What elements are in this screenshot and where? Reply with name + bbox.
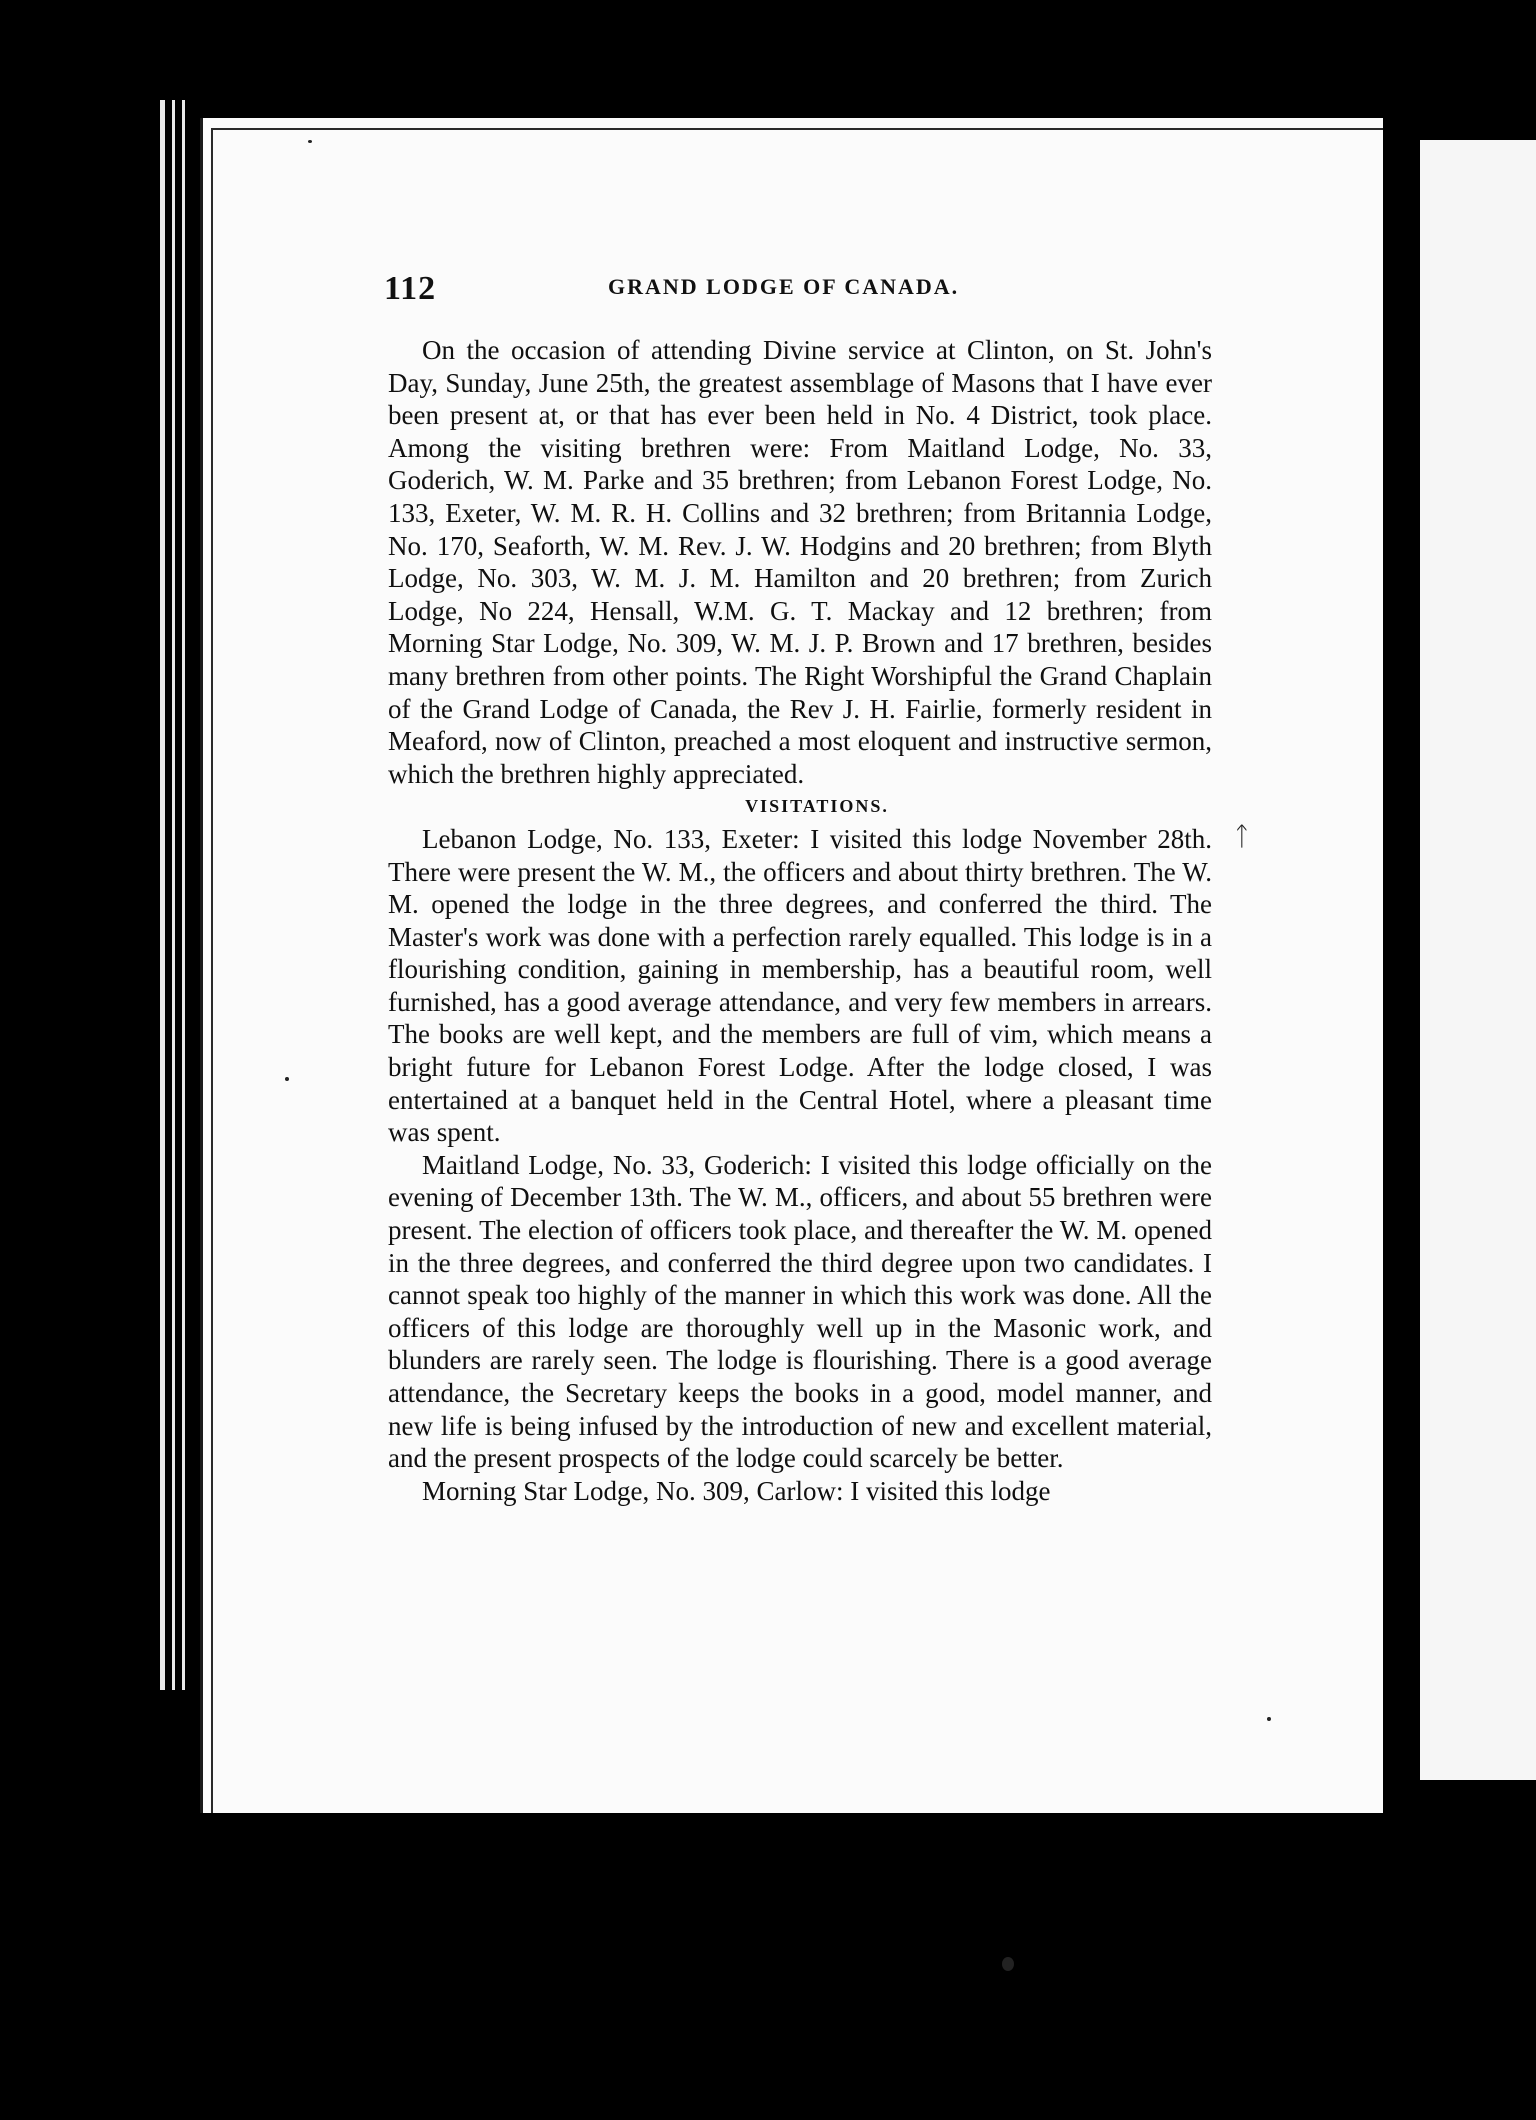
page-number: 112 bbox=[384, 270, 437, 307]
margin-annotation-mark: ᛏ bbox=[1234, 822, 1250, 851]
paragraph-lebanon-lodge: Lebanon Lodge, No. 133, Exeter: I visited this lodge November 28th. There were present the W. M., the officers and about thirty brethren. The W. M. opened the lodge in the three degrees, and conferred the third. The Master's work was done with a perfection rarely equalled. This lodge is in a flourishing condition, gaining in membership, has a beautiful room, well furnished, has a good average attendance, and very few members in arrears. The books are well kept, and the members are full of vim, which means a bright future for Lebanon Forest Lodge. After the lodge closed, I was entertained at a banquet held in the Central Hotel, where a pleasant time was spent. bbox=[388, 823, 1212, 1148]
binding-edge bbox=[172, 100, 175, 1690]
binding-edge bbox=[160, 100, 165, 1690]
binding-edge bbox=[182, 100, 185, 1690]
page-body bbox=[388, 334, 1212, 1507]
running-head bbox=[384, 270, 1214, 307]
paragraph-morning-star-lodge: Morning Star Lodge, No. 309, Carlow: I visited this lodge bbox=[422, 1475, 1051, 1506]
ink-speck bbox=[1002, 1957, 1014, 1971]
ink-speck bbox=[308, 140, 312, 143]
ink-speck bbox=[1267, 1717, 1271, 1721]
page-header-title: GRAND LODGE OF CANADA. bbox=[608, 274, 960, 299]
paragraph-maitland-lodge: Maitland Lodge, No. 33, Goderich: I visited this lodge officially on the evening of December 13th. The W. M., officers, and about 55 brethren were present. The election of officers took place, and thereafter the W. M. opened in the three degrees, and conferred the third degree upon two candidates. I cannot speak too highly of the manner in which this work was done. All the officers of this lodge are thoroughly well up in the Masonic work, and blunders are rarely seen. The lodge is flourishing. There is a good average attendance, the Secretary keeps the books in a good, model manner, and new life is being infused by the introduction of new and excellent material, and the present prospects of the lodge could scarcely be better. bbox=[388, 1149, 1212, 1474]
paragraph-st-johns-day: On the occasion of attending Divine service at Clinton, on St. John's Day, Sunday, June 25th, the greatest assemblage of Masons that I have ever been present at, or that has ever been held in No. 4 District, took place. Among the visiting brethren were: From Maitland Lodge, No. 33, Goderich, W. M. Parke and 35 brethren; from Lebanon Forest Lodge, No. 133, Exeter, W. M. R. H. Collins and 32 brethren; from Britannia Lodge, No. 170, Seaforth, W. M. Rev. J. W. Hodgins and 20 brethren; from Blyth Lodge, No. 303, W. M. J. M. Hamilton and 20 brethren; from Zurich Lodge, No 224, Hensall, W.M. G. T. Mackay and 12 brethren; from Morning Star Lodge, No. 309, W. M. J. P. Brown and 17 brethren, besides many brethren from other points. The Right Worshipful the Grand Chaplain of the Grand Lodge of Canada, the Rev J. H. Fairlie, formerly resident in Meaford, now of Clinton, preached a most eloquent and instructive sermon, which the brethren highly appreciated. bbox=[388, 335, 1212, 789]
adjacent-page-edge bbox=[1420, 140, 1536, 1780]
section-heading-visitations: VISITATIONS. bbox=[745, 796, 889, 817]
ink-speck bbox=[285, 1077, 289, 1081]
